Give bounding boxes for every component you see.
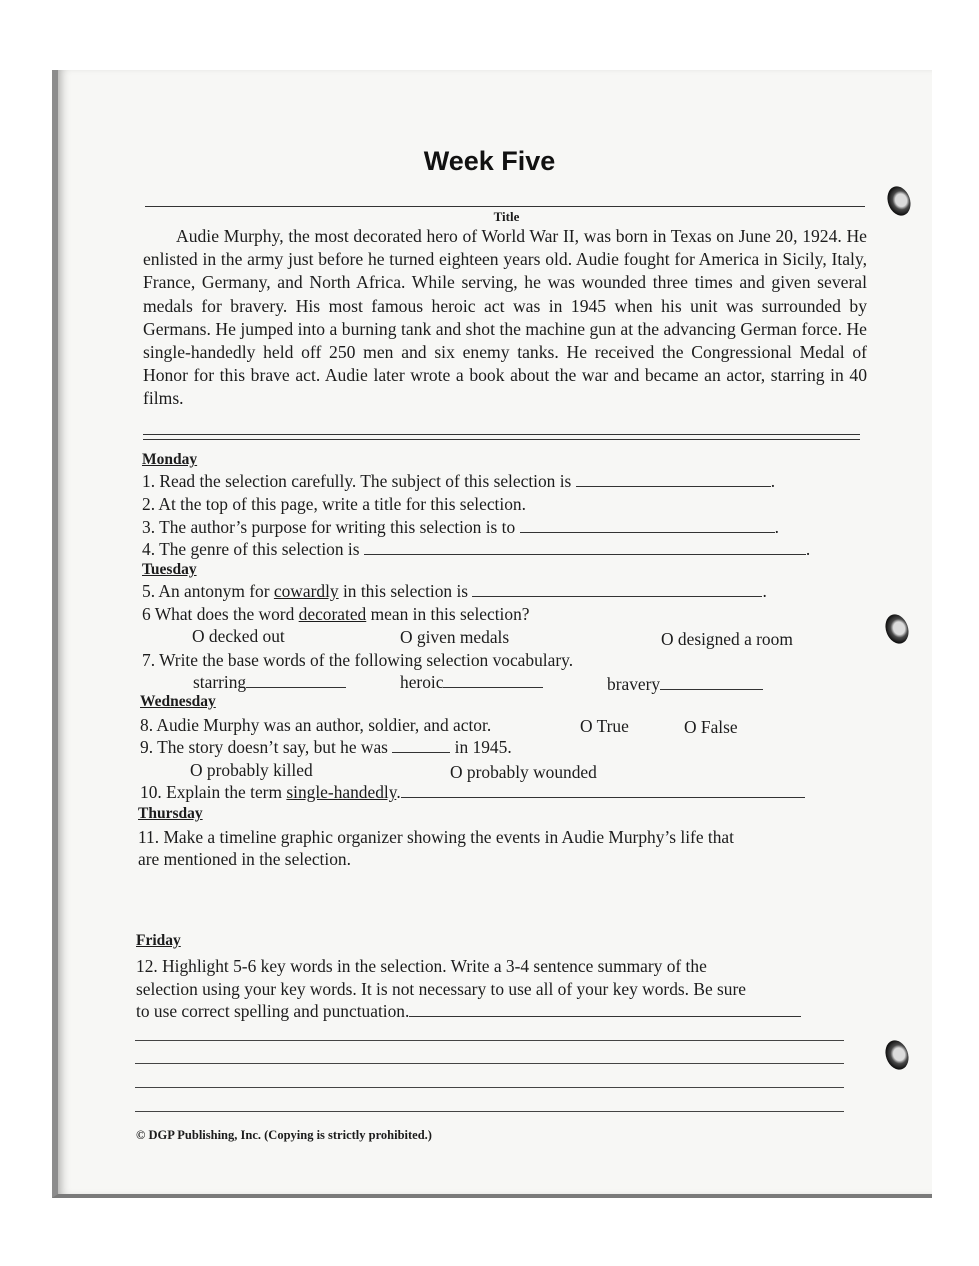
title-answer-line[interactable] [145,206,865,207]
question-5-text: 5. An antonym for [142,581,270,601]
passage-divider-2 [143,439,860,440]
title-caption: Title [493,209,520,224]
question-12-line-1: 12. Highlight 5-6 key words in the selection. Write a 3-4 sentence summary of the [136,956,707,976]
page-title: Week Five [423,146,556,176]
question-10 [140,782,805,803]
question-11-line-1: 11. Make a timeline graphic organizer showing the events in Audie Murphy’s life that [138,827,734,847]
wednesday-heading: Wednesday [140,693,216,710]
question-4-answer-blank[interactable] [364,540,806,555]
option-true[interactable]: O True [580,716,629,736]
vocab-heroic [400,672,543,693]
thursday-heading: Thursday [138,805,203,822]
period: . [770,471,776,491]
vocab-single-handedly: single-handedly [286,782,397,802]
passage-divider [143,434,860,435]
question-6-text: 6 What does the word [142,604,295,624]
question-4 [142,539,810,560]
vocab-word: starring [193,672,247,692]
option-designed-a-room[interactable]: O designed a room [661,629,793,649]
period: . [762,581,767,601]
question-7: 7. Write the base words of the following selection vocabulary. [142,650,574,670]
question-9 [140,737,512,758]
period: . [774,517,779,537]
tuesday-heading: Tuesday [142,561,197,578]
vocab-bravery [607,674,763,695]
question-6-text-end: mean in this selection? [370,604,530,624]
vocab-word: heroic [400,672,444,692]
question-1-text: 1. Read the selection carefully. The subject of this selection is [142,471,572,491]
option-probably-wounded[interactable]: O probably wounded [450,762,597,782]
friday-heading: Friday [136,932,181,949]
reading-passage: Audie Murphy, the most decorated hero of World War II, was born in Texas on June 20, 1924. He enlisted in the army just before he turned eighteen years old. Audie fought for America in Sicily, Italy, France, Germany, and North Africa. While serving, he was wounded three times and given several medals for bravery. His most famous heroic act was in 1945 when his unit was surrounded by Germans. He jumped into a burning tank and shot the machine gun at the advancing German force. He single-handedly held off 250 men and six enemy tanks. He received the Congressional Medal of Honor for this brave act. Audie later wrote a book about the war and became an actor, starring in 40 films. [143,226,867,409]
question-9-answer-blank[interactable] [392,738,450,753]
question-9-text-end: in 1945. [454,737,512,757]
option-given-medals[interactable]: O given medals [400,627,510,647]
period: . [805,539,811,559]
vocab-starring [193,672,346,693]
question-3-text: 3. The author’s purpose for writing this selection is to [142,517,516,537]
question-3-answer-blank[interactable] [520,518,775,533]
question-12-line-2: selection using your key words. It is not necessary to use all of your key words. Be sure [136,979,746,999]
question-12-text: to use correct spelling and punctuation. [136,1001,410,1021]
option-false[interactable]: O False [684,717,738,737]
period: . [396,782,401,802]
bravery-answer-blank[interactable] [660,675,763,690]
summary-answer-line-2[interactable] [135,1040,844,1041]
question-3 [142,517,779,538]
monday-heading: Monday [142,451,198,468]
question-10-text: 10. Explain the term [140,782,282,802]
summary-answer-line-4[interactable] [135,1087,844,1088]
question-12-line-3 [136,1001,801,1022]
vocab-decorated: decorated [298,604,367,624]
question-5 [142,581,767,602]
question-2: 2. At the top of this page, write a title for this selection. [142,494,526,514]
question-11-line-2: are mentioned in the selection. [138,849,351,869]
starring-answer-blank[interactable] [246,673,346,688]
question-9-text: 9. The story doesn’t say, but he was [140,737,388,757]
option-probably-killed[interactable]: O probably killed [190,760,313,780]
summary-answer-line-3[interactable] [135,1063,844,1064]
question-4-text: 4. The genre of this selection is [142,539,360,559]
vocab-word: bravery [607,674,661,694]
vocab-cowardly: cowardly [273,581,339,601]
question-1-answer-blank[interactable] [576,472,771,487]
question-8: 8. Audie Murphy was an author, soldier, and actor. [140,715,492,735]
summary-answer-line-5[interactable] [135,1111,844,1112]
question-5-text-end: in this selection is [342,581,469,601]
question-6 [142,604,530,625]
question-10-answer-blank[interactable] [401,783,805,798]
summary-answer-blank-1[interactable] [409,1002,801,1017]
question-5-answer-blank[interactable] [472,582,762,597]
copyright-footer: © DGP Publishing, Inc. (Copying is strictly prohibited.) [136,1128,432,1142]
question-1 [142,471,775,492]
heroic-answer-blank[interactable] [443,673,543,688]
option-decked-out[interactable]: O decked out [192,626,285,646]
